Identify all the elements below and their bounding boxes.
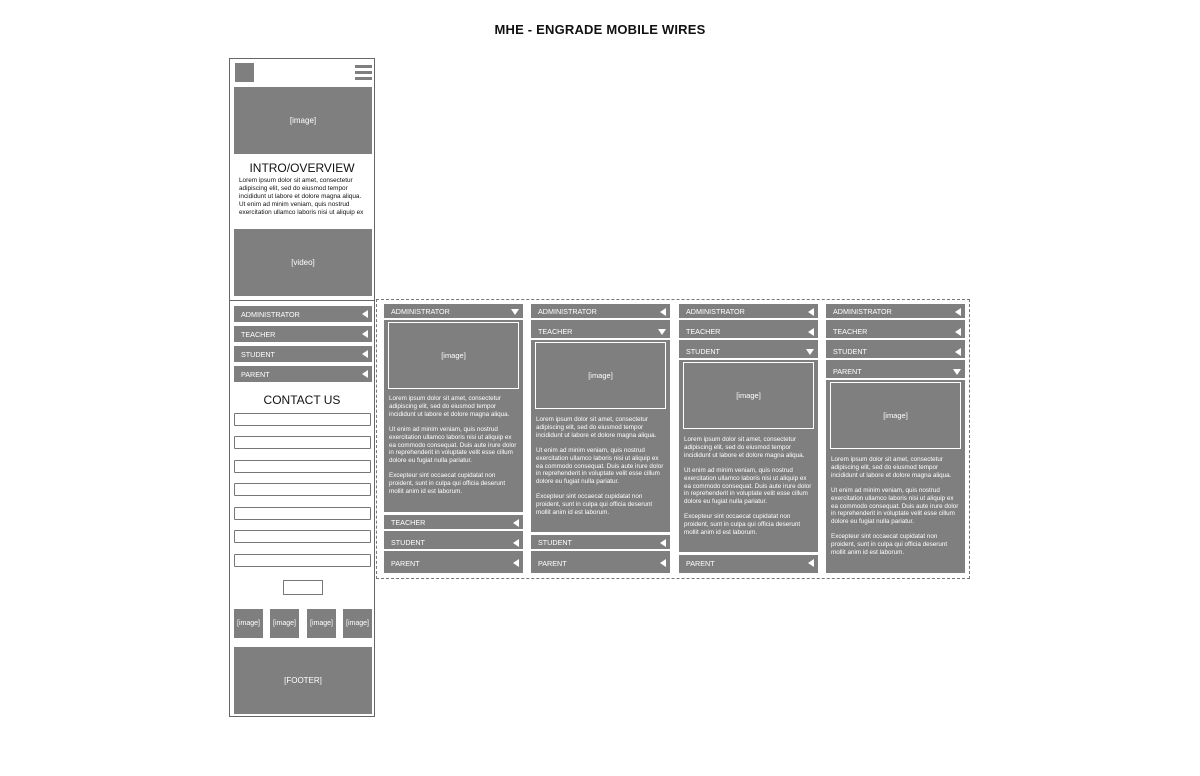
panel-paragraph: Lorem ipsum dolor sit amet, consectetur adipiscing elit, sed do eiusmod tempor incididunt ut labore et dolore magna aliqua.: [831, 456, 952, 479]
collapse-arrow-icon: [660, 539, 666, 547]
mobile-wireframe: [229, 58, 375, 717]
panel-image: [830, 382, 961, 449]
expand-arrow-icon: [511, 309, 519, 315]
accordion-label: ADMINISTRATOR: [538, 306, 597, 316]
panel-image-label: [image]: [736, 391, 761, 400]
panel-image-label: [image]: [883, 411, 908, 420]
contact-field[interactable]: [234, 436, 371, 449]
panel-paragraph: Ut enim ad minim veniam, quis nostrud exercitation ullamco laboris nisi ut aliquip ex ea commodo consequat. Duis aute irure dolor in reprehenderit in voluptate velit esse cillum dolore eu fugiat nulla pariatur.: [536, 446, 664, 486]
accordion-label: ADMINISTRATOR: [686, 306, 745, 316]
panel-paragraph: Ut enim ad minim veniam, quis nostrud exercitation ullamco laboris nisi ut aliquip ex ea commodo consequat. Duis aute irure dolor in reprehenderit in voluptate velit esse cillum dolore eu fugiat nulla pariatur.: [389, 425, 517, 465]
panel-paragraph: Ut enim ad minim veniam, quis nostrud exercitation ullamco laboris nisi ut aliquip ex ea commodo consequat. Duis aute irure dolor in reprehenderit in voluptate velit esse cillum dolore eu fugiat nulla pariatur.: [684, 466, 812, 506]
collapse-arrow-icon: [362, 370, 368, 378]
accordion-label: ADMINISTRATOR: [391, 306, 450, 316]
collapse-arrow-icon: [660, 559, 666, 567]
contact-field[interactable]: [234, 554, 371, 567]
contact-heading: CONTACT US: [263, 393, 341, 407]
accordion-label: PARENT: [241, 369, 270, 379]
panel-text: [389, 395, 520, 503]
accordion-parent[interactable]: [384, 555, 523, 571]
page-title: MHE - ENGRADE MOBILE WIRES: [494, 22, 706, 37]
accordion-administrator[interactable]: [384, 304, 523, 320]
collapse-arrow-icon: [955, 308, 961, 316]
panel-paragraph: Excepteur sint occaecat cupidatat non proident, sunt in culpa qui officia deserunt mollit anim id est laborum.: [684, 513, 801, 537]
video-placeholder[interactable]: [234, 229, 372, 296]
thumbnail-image[interactable]: [234, 609, 263, 638]
video-label: [video]: [291, 258, 315, 267]
panel-paragraph: Lorem ipsum dolor sit amet, consectetur adipiscing elit, sed do eiusmod tempor incididunt ut labore et dolore magna aliqua.: [389, 395, 510, 418]
panel-image: [683, 362, 814, 429]
collapse-arrow-icon: [513, 559, 519, 567]
accordion-label: PARENT: [391, 558, 420, 568]
accordion-teacher[interactable]: [234, 326, 372, 342]
accordion-label: TEACHER: [833, 326, 868, 336]
panel-text: [536, 416, 667, 524]
intro-text: Lorem ipsum dolor sit amet, consectetur adipiscing elit, sed do eiusmod tempor incididunt ut labore et dolore magna aliqua. Ut enim ad minim veniam, quis nostrud exercitation ullamco laboris nisi ut aliquip ex: [239, 177, 364, 216]
logo-placeholder: [235, 63, 254, 82]
collapse-arrow-icon: [660, 308, 666, 316]
collapse-arrow-icon: [808, 328, 814, 336]
thumbnail-label: [image]: [310, 620, 333, 627]
contact-field[interactable]: [234, 530, 371, 543]
section-divider: [230, 300, 375, 301]
accordion-label: TEACHER: [241, 329, 276, 339]
accordion-label: PARENT: [833, 366, 862, 376]
accordion-student[interactable]: [826, 344, 965, 360]
accordion-label: PARENT: [686, 558, 715, 568]
contact-field[interactable]: [234, 483, 371, 496]
accordion-parent[interactable]: [234, 366, 372, 382]
collapse-arrow-icon: [955, 328, 961, 336]
collapse-arrow-icon: [362, 310, 368, 318]
submit-button[interactable]: [283, 580, 323, 595]
collapse-arrow-icon: [513, 519, 519, 527]
accordion-student[interactable]: [531, 535, 670, 551]
collapse-arrow-icon: [955, 348, 961, 356]
thumbnail-label: [image]: [346, 620, 369, 627]
panel-paragraph: Lorem ipsum dolor sit amet, consectetur adipiscing elit, sed do eiusmod tempor incididunt ut labore et dolore magna aliqua.: [684, 436, 805, 459]
accordion-teacher[interactable]: [826, 324, 965, 340]
intro-heading: INTRO/OVERVIEW: [249, 161, 355, 175]
accordion-administrator[interactable]: [234, 306, 372, 322]
footer-label: [FOOTER]: [284, 676, 322, 685]
panel-paragraph: Excepteur sint occaecat cupidatat non proident, sunt in culpa qui officia deserunt mollit anim id est laborum.: [389, 472, 506, 496]
contact-field[interactable]: [234, 460, 371, 473]
panel-paragraph: Lorem ipsum dolor sit amet, consectetur adipiscing elit, sed do eiusmod tempor incididunt ut labore et dolore magna aliqua.: [536, 416, 657, 439]
accordion-teacher[interactable]: [679, 324, 818, 340]
accordion-parent[interactable]: [679, 555, 818, 571]
panel-image: [388, 322, 519, 389]
accordion-administrator[interactable]: [531, 304, 670, 320]
thumbnail-label: [image]: [273, 620, 296, 627]
accordion-administrator[interactable]: [826, 304, 965, 320]
panel-paragraph: Excepteur sint occaecat cupidatat non proident, sunt in culpa qui officia deserunt mollit anim id est laborum.: [536, 493, 653, 517]
footer: [234, 647, 372, 714]
accordion-label: PARENT: [538, 558, 567, 568]
panel-image: [535, 342, 666, 409]
accordion-parent[interactable]: [826, 364, 965, 380]
panel-text: [684, 436, 815, 544]
thumbnail-label: [image]: [237, 620, 260, 627]
hero-image-label: [image]: [289, 116, 317, 125]
accordion-parent[interactable]: [531, 555, 670, 571]
accordion-label: TEACHER: [686, 326, 721, 336]
contact-field[interactable]: [234, 507, 371, 520]
accordion-label: TEACHER: [538, 326, 573, 336]
collapse-arrow-icon: [808, 559, 814, 567]
accordion-label: TEACHER: [391, 517, 426, 527]
accordion-administrator[interactable]: [679, 304, 818, 320]
panel-image-label: [image]: [441, 351, 466, 360]
collapse-arrow-icon: [362, 350, 368, 358]
panel-image-label: [image]: [588, 371, 613, 380]
accordion-teacher[interactable]: [531, 324, 670, 340]
accordion-teacher[interactable]: [384, 515, 523, 531]
accordion-state-teacher: [531, 304, 670, 573]
thumbnail-image[interactable]: [270, 609, 299, 638]
accordion-state-parent: [826, 304, 965, 573]
accordion-student[interactable]: [679, 344, 818, 360]
thumbnail-image[interactable]: [343, 609, 372, 638]
accordion-student[interactable]: [384, 535, 523, 551]
expand-arrow-icon: [658, 329, 666, 335]
contact-field[interactable]: [234, 413, 371, 426]
expand-arrow-icon: [806, 349, 814, 355]
accordion-label: ADMINISTRATOR: [833, 306, 892, 316]
collapse-arrow-icon: [808, 308, 814, 316]
accordion-student[interactable]: [234, 346, 372, 362]
accordion-label: STUDENT: [686, 346, 720, 356]
hamburger-menu-icon[interactable]: [355, 65, 372, 80]
thumbnail-image[interactable]: [307, 609, 336, 638]
hero-image: [234, 87, 372, 154]
panel-paragraph: Ut enim ad minim veniam, quis nostrud exercitation ullamco laboris nisi ut aliquip ex ea commodo consequat. Duis aute irure dolor in reprehenderit in voluptate velit esse cillum dolore eu fugiat nulla pariatur.: [831, 486, 959, 526]
panel-text: [831, 456, 962, 564]
accordion-state-student: [679, 304, 818, 573]
collapse-arrow-icon: [513, 539, 519, 547]
expand-arrow-icon: [953, 369, 961, 375]
accordion-label: STUDENT: [833, 346, 867, 356]
panel-paragraph: Excepteur sint occaecat cupidatat non proident, sunt in culpa qui officia deserunt mollit anim id est laborum.: [831, 533, 948, 557]
accordion-label: STUDENT: [241, 349, 275, 359]
accordion-label: STUDENT: [538, 537, 572, 547]
accordion-label: STUDENT: [391, 537, 425, 547]
accordion-label: ADMINISTRATOR: [241, 309, 300, 319]
collapse-arrow-icon: [362, 330, 368, 338]
accordion-state-administrator: [384, 304, 523, 573]
